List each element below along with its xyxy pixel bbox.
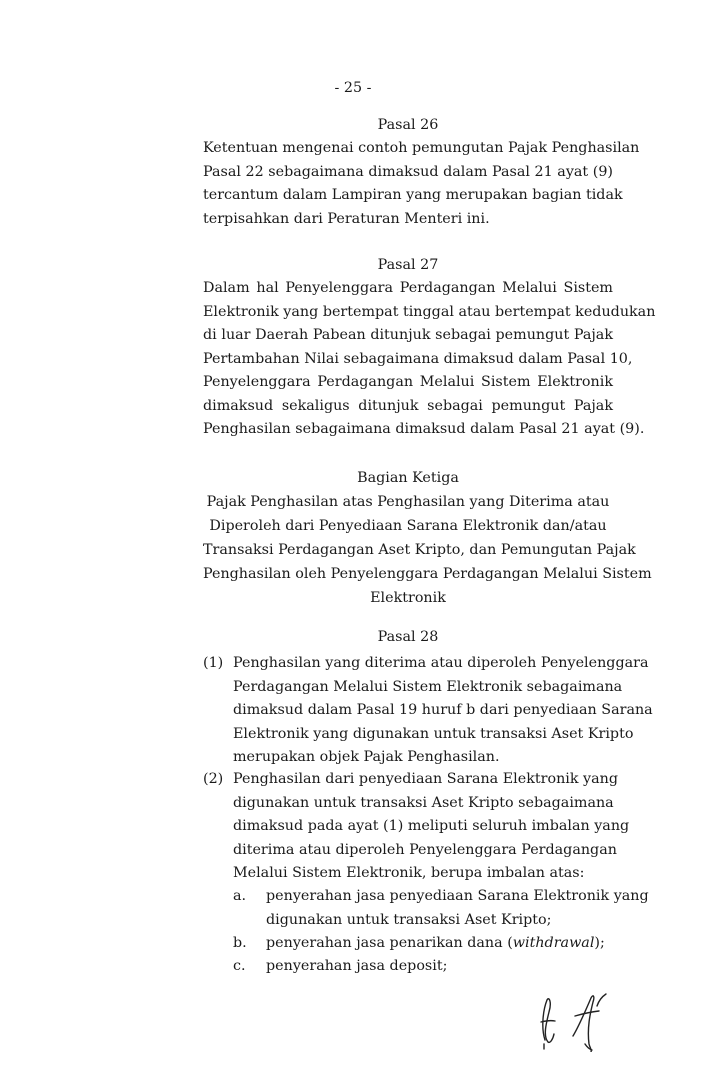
pasal-27-line: Penghasilan sebagaimana dimaksud dalam Pasal 21 ayat (9). bbox=[203, 421, 645, 437]
ayat-2-number: (2) bbox=[203, 771, 224, 787]
ayat-1-number: (1) bbox=[203, 655, 224, 671]
list-item-italic-text: withdrawal bbox=[512, 935, 595, 951]
list-item-text: ); bbox=[594, 935, 605, 951]
pasal-26-line: Pasal 22 sebagaimana dimaksud dalam Pasal 21 ayat (9) bbox=[203, 163, 613, 180]
pasal-27-heading: Pasal 27 bbox=[377, 257, 439, 273]
bagian-title-line: Pajak Penghasilan atas Penghasilan yang Diterima atau bbox=[206, 494, 610, 510]
list-item-letter: a. bbox=[233, 888, 247, 904]
ayat-1-line: merupakan objek Pajak Penghasilan. bbox=[233, 749, 500, 765]
bagian-ketiga-section bbox=[203, 466, 652, 610]
ayat-1-line: dimaksud dalam Pasal 19 huruf b dari penyediaan Sarana bbox=[233, 702, 653, 718]
pasal-27-line: Dalam hal Penyelenggara Perdagangan Melalui Sistem bbox=[203, 280, 613, 296]
ayat-2-line: dimaksud pada ayat (1) meliputi seluruh imbalan yang bbox=[233, 818, 630, 834]
ayat-2-line: Penghasilan dari penyediaan Sarana Elektronik yang bbox=[233, 771, 619, 787]
signature-stroke bbox=[573, 996, 594, 1052]
ayat-1-line: Elektronik yang digunakan untuk transaksi Aset Kripto bbox=[233, 725, 634, 742]
pasal-26-line: terpisahkan dari Peraturan Menteri ini. bbox=[203, 210, 490, 227]
ayat-2-line: diterima atau diperoleh Penyelenggara Perdagangan bbox=[233, 841, 617, 858]
list-item-line: penyerahan jasa deposit; bbox=[266, 958, 448, 974]
pasal-27-line: di luar Daerah Pabean ditunjuk sebagai pemungut Pajak bbox=[203, 327, 613, 343]
list-item-line bbox=[266, 932, 613, 956]
pasal-26-line: Ketentuan mengenai contoh pemungutan Pajak Penghasilan bbox=[203, 140, 640, 156]
ayat-2-line: digunakan untuk transaksi Aset Kripto sebagaimana bbox=[233, 794, 614, 811]
pasal-27-line: dimaksud sekaligus ditunjuk sebagai pemungut Pajak bbox=[203, 397, 613, 414]
ayat-2-line: Melalui Sistem Elektronik, berupa imbalan atas: bbox=[233, 865, 585, 881]
ayat-1 bbox=[203, 652, 653, 770]
list-item-letter: b. bbox=[233, 935, 247, 951]
bagian-title-line: Diperoleh dari Penyediaan Sarana Elektronik dan/atau bbox=[209, 518, 607, 534]
pasal-27-line: Pertambahan Nilai sebagaimana dimaksud dalam Pasal 10, bbox=[203, 350, 633, 367]
signature-stroke bbox=[597, 994, 606, 1006]
signature-initials bbox=[535, 992, 620, 1052]
ayat-1-line: Perdagangan Melalui Sistem Elektronik sebagaimana bbox=[233, 678, 623, 695]
ayat-2 bbox=[203, 768, 630, 886]
list-item-letter: c. bbox=[233, 958, 246, 974]
page-number: - 25 - bbox=[334, 80, 372, 96]
pasal-28-heading: Pasal 28 bbox=[377, 629, 439, 645]
list-item-a bbox=[233, 885, 649, 932]
bagian-title-line: Transaksi Perdagangan Aset Kripto, dan Pemungutan Pajak bbox=[203, 542, 636, 558]
list-item-line: digunakan untuk transaksi Aset Kripto; bbox=[266, 911, 552, 928]
signature-stroke bbox=[575, 1011, 599, 1016]
list-item-b bbox=[233, 932, 613, 956]
bagian-title-line: Elektronik bbox=[370, 590, 446, 606]
pasal-26-line: tercantum dalam Lampiran yang merupakan bagian tidak bbox=[203, 187, 623, 203]
signature-stroke bbox=[585, 1044, 592, 1050]
bagian-title-line: Penghasilan oleh Penyelenggara Perdagangan Melalui Sistem bbox=[203, 566, 652, 582]
pasal-26-section bbox=[203, 114, 640, 231]
list-item-c bbox=[233, 955, 613, 979]
pasal-27-section bbox=[203, 254, 656, 442]
pasal-27-line: Penyelenggara Perdagangan Melalui Sistem Elektronik bbox=[203, 374, 613, 390]
list-item-line: penyerahan jasa penyediaan Sarana Elektronik yang bbox=[266, 888, 649, 904]
list-item-text: penyerahan jasa penarikan dana ( bbox=[266, 935, 513, 951]
pasal-27-line: Elektronik yang bertempat tinggal atau bertempat kedudukan bbox=[203, 303, 656, 320]
ayat-1-line: Penghasilan yang diterima atau diperoleh Penyelenggara bbox=[233, 655, 649, 671]
bagian-heading: Bagian Ketiga bbox=[357, 470, 459, 486]
pasal-28-section bbox=[203, 626, 613, 649]
pasal-26-heading: Pasal 26 bbox=[377, 117, 439, 133]
